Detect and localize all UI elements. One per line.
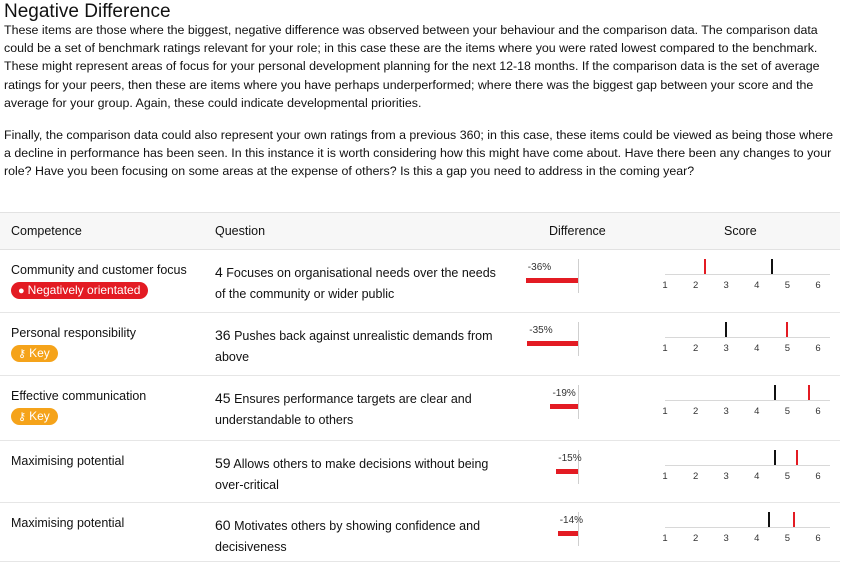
score-baseline <box>665 465 830 466</box>
question-body: Ensures performance targets are clear and understandable to others <box>215 392 472 427</box>
score-tick-label: 2 <box>692 343 699 354</box>
self-score-marker <box>796 450 798 465</box>
score-tick-label: 6 <box>815 280 821 291</box>
score-tick-label: 6 <box>815 533 821 544</box>
key-icon: ⚷ <box>18 411 27 423</box>
score-tick-label: 2 <box>692 406 699 417</box>
key-badge <box>11 345 58 362</box>
score-tick-label: 4 <box>754 406 760 417</box>
score-tick-label: 3 <box>723 280 729 291</box>
score-tick-label: 3 <box>723 471 729 482</box>
score-tick-label: 1 <box>662 280 668 291</box>
score-tick-label: 4 <box>754 343 760 354</box>
score-tick-label: 6 <box>815 471 821 482</box>
self-score-marker <box>704 259 706 274</box>
difference-axis <box>578 385 579 419</box>
question-number: 45 <box>215 390 231 406</box>
badge-label: Negatively orientated <box>27 283 141 297</box>
difference-chart <box>520 450 582 484</box>
table-row <box>0 502 840 562</box>
difference-chart <box>520 322 582 356</box>
difference-bar <box>527 341 578 346</box>
score-chart <box>660 257 830 293</box>
difference-chart <box>520 259 582 293</box>
header-question: Question <box>215 224 266 238</box>
difference-label: -15% <box>558 453 582 464</box>
question-text <box>215 325 505 368</box>
score-tick-label: 5 <box>784 280 791 291</box>
self-score-marker <box>786 322 788 337</box>
competence-label: Community and customer focus <box>11 263 187 277</box>
score-tick-label: 3 <box>723 406 729 417</box>
comparison-score-marker <box>774 385 776 400</box>
score-tick-label: 4 <box>754 471 760 482</box>
score-tick-label: 5 <box>784 533 791 544</box>
score-tick-label: 5 <box>784 406 791 417</box>
question-number: 4 <box>215 264 223 280</box>
competence-label: Personal responsibility <box>11 326 137 340</box>
score-baseline <box>665 400 830 401</box>
question-number: 59 <box>215 455 231 471</box>
competence-label: Effective communication <box>11 389 147 403</box>
table-row <box>0 249 840 313</box>
section-title: Negative Difference <box>4 1 171 22</box>
competence-label: Maximising potential <box>11 454 125 468</box>
score-tick-label: 1 <box>662 471 668 482</box>
difference-chart <box>520 385 582 419</box>
score-chart <box>660 383 830 419</box>
score-tick-label: 2 <box>692 280 699 291</box>
score-tick-label: 1 <box>662 406 668 417</box>
detail-paragraph: Finally, the comparison data could also represent your own ratings from a previous 360; in this case, these items could be viewed as being those where a decline in performance has been seen. In this instance it is worth considering how this might have come about. Have there been any changes to your role? Have you been focusing on some areas at the expense of others? Is this a gap you need to address in the coming year? <box>4 128 834 179</box>
table-row <box>0 312 840 376</box>
score-tick-label: 5 <box>784 471 791 482</box>
question-text <box>215 515 505 558</box>
table-row <box>0 375 840 441</box>
difference-bar <box>558 531 578 536</box>
negative-badge <box>11 282 148 299</box>
question-body: Pushes back against unrealistic demands from above <box>215 329 493 364</box>
difference-bar <box>526 278 578 283</box>
question-number: 60 <box>215 517 231 533</box>
difference-axis <box>578 259 579 293</box>
score-tick-label: 5 <box>784 343 791 354</box>
difference-label: -19% <box>552 388 576 399</box>
score-baseline <box>665 274 830 275</box>
competence-label: Maximising potential <box>11 516 125 530</box>
difference-label: -14% <box>559 515 584 526</box>
difference-label: -36% <box>527 262 552 273</box>
difference-axis <box>578 322 579 356</box>
question-text <box>215 453 505 496</box>
score-baseline <box>665 337 830 338</box>
score-tick-label: 2 <box>692 533 699 544</box>
score-tick-label: 4 <box>754 533 760 544</box>
comparison-score-marker <box>725 322 727 337</box>
score-tick-label: 1 <box>662 343 668 354</box>
header-score: Score <box>724 224 757 238</box>
key-icon: ⚷ <box>18 348 27 360</box>
question-body: Motivates others by showing confidence and decisiveness <box>215 519 481 554</box>
comparison-score-marker <box>771 259 773 274</box>
question-text <box>215 388 505 431</box>
difference-chart <box>520 512 582 546</box>
score-tick-label: 4 <box>754 280 760 291</box>
difference-label: -35% <box>529 325 553 336</box>
key-badge <box>11 408 58 425</box>
table-header <box>0 212 840 250</box>
header-difference: Difference <box>549 224 606 238</box>
score-tick-label: 6 <box>815 343 821 354</box>
comparison-score-marker <box>768 512 770 527</box>
self-score-marker <box>808 385 810 400</box>
score-chart <box>660 510 830 546</box>
badge-label: Key <box>29 409 50 423</box>
difference-bar <box>550 404 578 409</box>
score-tick-label: 3 <box>723 533 729 544</box>
question-text <box>215 262 505 305</box>
self-score-marker <box>793 512 795 527</box>
table-row <box>0 440 840 503</box>
minus-circle-icon: ● <box>18 285 25 297</box>
difference-bar <box>556 469 578 474</box>
badge-label: Key <box>29 346 50 360</box>
comparison-score-marker <box>774 450 776 465</box>
header-competence: Competence <box>11 224 82 238</box>
score-tick-label: 2 <box>692 471 699 482</box>
question-body: Focuses on organisational needs over the needs of the community or wider public <box>215 266 496 301</box>
score-tick-label: 6 <box>815 406 821 417</box>
question-body: Allows others to make decisions without being over-critical <box>215 457 489 492</box>
question-number: 36 <box>215 327 231 343</box>
score-tick-label: 1 <box>662 533 668 544</box>
score-tick-label: 3 <box>723 343 729 354</box>
score-baseline <box>665 527 830 528</box>
score-chart <box>660 320 830 356</box>
score-chart <box>660 448 830 484</box>
intro-paragraph: These items are those where the biggest, negative difference was observed between your behaviour and the comparison data. The comparison data could be a set of benchmark ratings relevant for your role; in this case these are the items where you were rated lowest compared to the benchmark. These might represent areas of focus for your personal development planning for the next 12-18 months. If the comparison data is the set of average ratings for your peers, then these are items where you have perhaps underperformed; where there was the biggest gap between your score and the average for your group. Again, these could indicate developmental priorities. <box>4 23 820 110</box>
